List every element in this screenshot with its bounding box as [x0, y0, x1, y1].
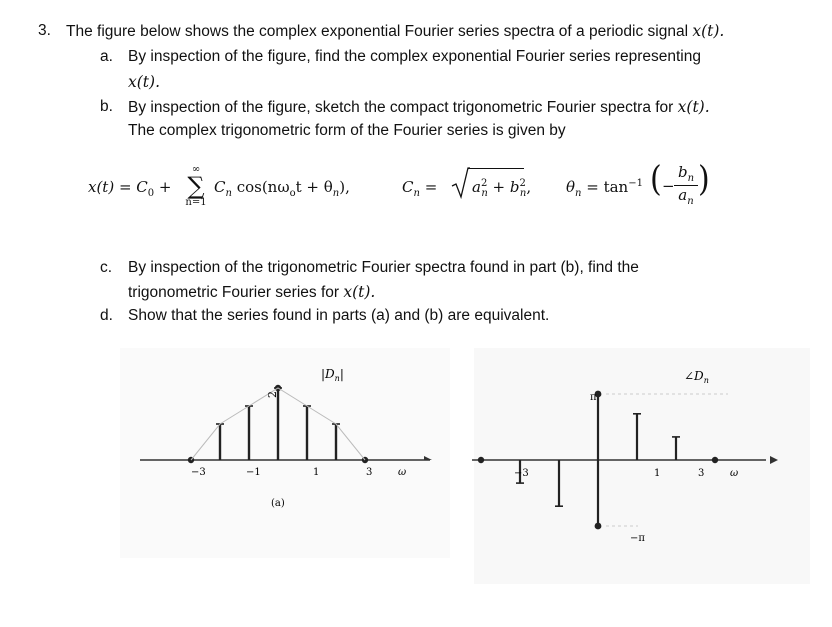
fig-a-axis-arrow-icon — [424, 456, 432, 460]
sqrt-bar — [468, 168, 524, 169]
part-c-text-2 — [128, 283, 375, 302]
fig-b-title: $\angle D_n$ — [684, 369, 709, 385]
fig-a-title: $|D_n|$ — [321, 367, 344, 383]
c-text: trigonometric Fourier series for — [128, 284, 340, 301]
sqrt-sign-icon — [450, 166, 470, 200]
fig-b-zero-point — [712, 457, 718, 463]
part-b-text-2: The complex trigonometric form of the Fourier series is given by — [128, 122, 566, 139]
problem-number: 3. — [38, 22, 51, 39]
part-c-text-1: By inspection of the trigonometric Fourier spectra found in part (b), find the — [128, 259, 639, 276]
figure-b-phase-spectrum — [466, 352, 810, 582]
part-d-text: Show that the series found in parts (a) and (b) are equivalent. — [128, 307, 550, 324]
part-c-label: c. — [100, 259, 113, 276]
part-d-label: d. — [100, 307, 113, 324]
fig-a-omega: ω — [398, 467, 407, 478]
formula-sum-term: $C_n$ $\cos(n\omega_ot + \theta_n)$, — [214, 178, 350, 199]
fig-a-caption: (a) — [271, 498, 285, 509]
right-paren: ) — [698, 159, 710, 200]
fraction: $b_n$ $a_n$ — [674, 163, 698, 207]
fig-a-peak-label: 2 — [266, 391, 279, 398]
fig-b-omega: ω — [730, 468, 739, 479]
formula-theta: $\theta_n = \tan^{-1}$ — [566, 178, 643, 199]
fig-a-tick-1: 1 — [313, 467, 320, 478]
fig-b-pi-label: π — [590, 392, 597, 403]
b-text: By inspection of the figure, sketch the compact trigonometric Fourier spectra for — [128, 99, 674, 116]
fig-b-tick-3: 3 — [698, 468, 705, 479]
part-a-label: a. — [100, 48, 113, 65]
fig-b-tick-1: 1 — [654, 468, 661, 479]
fig-a-tick-3: 3 — [366, 467, 373, 478]
fig-b-axis-arrow-icon — [770, 456, 778, 464]
intro-signal: x(t). — [692, 22, 725, 40]
fig-a-tick-m3: −3 — [191, 467, 206, 478]
part-a-text-2: x(t). — [128, 73, 160, 91]
figure-a-magnitude-spectrum — [130, 352, 440, 552]
fig-b-tick-m3: −3 — [514, 468, 529, 479]
part-b-label: b. — [100, 98, 113, 115]
fig-a-tick-m1: −1 — [246, 467, 261, 478]
formula-cn: $C_n$ = — [402, 178, 438, 199]
intro-text: The figure below shows the complex exponential Fourier series spectra of a periodic signal — [66, 23, 689, 40]
left-paren: ( — [650, 159, 662, 200]
sum-symbol: ∞ ∑ n=1 — [185, 164, 207, 208]
c-signal: x(t). — [343, 283, 376, 301]
formula-sqrt-body: $a^2_n + b^2_n$, — [472, 178, 532, 199]
formula-xt: $x(t) = C_0$ + — [88, 178, 172, 199]
part-a-text-1: By inspection of the figure, find the complex exponential Fourier series representing — [128, 48, 701, 65]
fig-b-peak-point — [595, 523, 602, 530]
part-b-text-1 — [128, 98, 710, 117]
b-signal: x(t). — [677, 98, 710, 116]
problem-intro — [66, 22, 724, 41]
fig-b-minus-pi-label: −π — [630, 533, 645, 544]
minus-sign: − — [662, 177, 675, 195]
fig-b-zero-point — [478, 457, 484, 463]
